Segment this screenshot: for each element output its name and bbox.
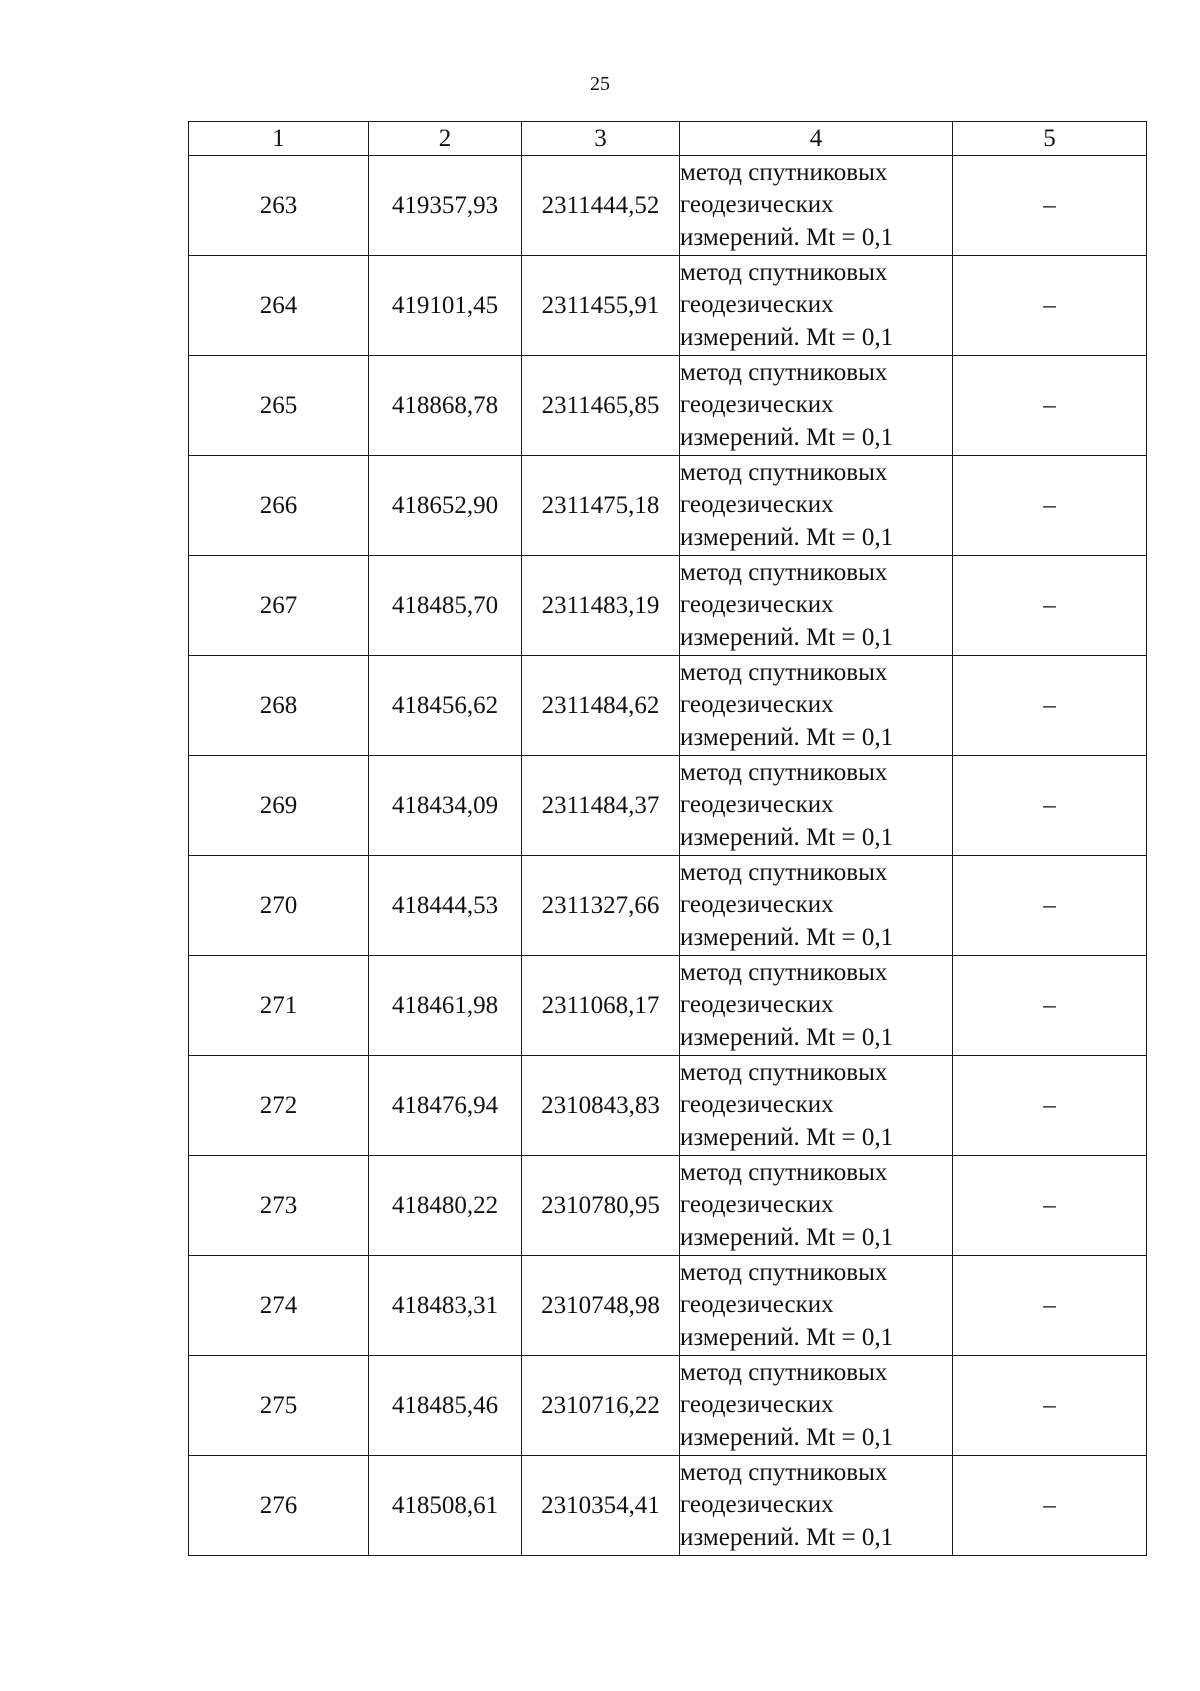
method-line: геодезических — [680, 191, 834, 219]
method-line: метод спутниковых — [680, 358, 888, 386]
note: – — [953, 556, 1147, 656]
method-line: геодезических — [680, 391, 834, 419]
table-row — [189, 156, 1147, 256]
coordinate-y: 2310748,98 — [522, 1256, 680, 1356]
method-line: измерений. Mt = 0,1 — [680, 823, 894, 851]
table-row — [189, 1356, 1147, 1456]
measurement-method — [680, 956, 953, 1056]
note: – — [953, 1156, 1147, 1256]
point-number: 272 — [189, 1056, 369, 1156]
measurement-method — [680, 356, 953, 456]
coordinate-y: 2311327,66 — [522, 856, 680, 956]
page-number: 25 — [590, 73, 610, 95]
method-line: метод спутниковых — [680, 1458, 888, 1486]
method-line: измерений. Mt = 0,1 — [680, 623, 894, 651]
column-header: 1 — [189, 122, 369, 156]
method-line: геодезических — [680, 491, 834, 519]
measurement-method — [680, 556, 953, 656]
method-line: метод спутниковых — [680, 258, 888, 286]
coordinate-x: 418444,53 — [369, 856, 522, 956]
method-line: измерений. Mt = 0,1 — [680, 523, 894, 551]
note: – — [953, 956, 1147, 1056]
coordinate-y: 2311483,19 — [522, 556, 680, 656]
coordinate-y: 2311484,37 — [522, 756, 680, 856]
note: – — [953, 456, 1147, 556]
point-number: 275 — [189, 1356, 369, 1456]
table-row — [189, 1156, 1147, 1256]
table-row — [189, 1256, 1147, 1356]
note: – — [953, 856, 1147, 956]
note: – — [953, 656, 1147, 756]
coordinate-x: 418485,46 — [369, 1356, 522, 1456]
coordinate-y: 2311444,52 — [522, 156, 680, 256]
column-header: 5 — [953, 122, 1147, 156]
coordinate-x: 418652,90 — [369, 456, 522, 556]
coordinates-table — [188, 121, 1147, 1556]
point-number: 269 — [189, 756, 369, 856]
method-line: измерений. Mt = 0,1 — [680, 1323, 894, 1351]
method-line: геодезических — [680, 791, 834, 819]
point-number: 264 — [189, 256, 369, 356]
note: – — [953, 356, 1147, 456]
point-number: 268 — [189, 656, 369, 756]
coordinate-y: 2311068,17 — [522, 956, 680, 1056]
coordinate-y: 2311455,91 — [522, 256, 680, 356]
measurement-method — [680, 1256, 953, 1356]
method-line: измерений. Mt = 0,1 — [680, 1123, 894, 1151]
method-line: измерений. Mt = 0,1 — [680, 1523, 894, 1551]
coordinate-y: 2310780,95 — [522, 1156, 680, 1256]
point-number: 276 — [189, 1456, 369, 1556]
method-line: геодезических — [680, 291, 834, 319]
note: – — [953, 156, 1147, 256]
note: – — [953, 256, 1147, 356]
method-line: метод спутниковых — [680, 1158, 888, 1186]
coordinate-x: 419101,45 — [369, 256, 522, 356]
point-number: 273 — [189, 1156, 369, 1256]
table-row — [189, 656, 1147, 756]
method-line: метод спутниковых — [680, 858, 888, 886]
method-line: геодезических — [680, 1491, 834, 1519]
point-number: 274 — [189, 1256, 369, 1356]
method-line: измерений. Mt = 0,1 — [680, 923, 894, 951]
table-row — [189, 456, 1147, 556]
coordinate-x: 418508,61 — [369, 1456, 522, 1556]
measurement-method — [680, 1156, 953, 1256]
column-header: 2 — [369, 122, 522, 156]
method-line: метод спутниковых — [680, 158, 888, 186]
table-row — [189, 1456, 1147, 1556]
method-line: измерений. Mt = 0,1 — [680, 1423, 894, 1451]
note: – — [953, 1356, 1147, 1456]
measurement-method — [680, 256, 953, 356]
coordinate-x: 418476,94 — [369, 1056, 522, 1156]
coordinate-x: 419357,93 — [369, 156, 522, 256]
measurement-method — [680, 1456, 953, 1556]
table-header-row — [189, 122, 1147, 156]
method-line: геодезических — [680, 691, 834, 719]
coordinate-y: 2311465,85 — [522, 356, 680, 456]
method-line: геодезических — [680, 1291, 834, 1319]
method-line: метод спутниковых — [680, 1258, 888, 1286]
column-header: 4 — [680, 122, 953, 156]
coordinate-x: 418434,09 — [369, 756, 522, 856]
method-line: измерений. Mt = 0,1 — [680, 723, 894, 751]
method-line: метод спутниковых — [680, 658, 888, 686]
point-number: 263 — [189, 156, 369, 256]
note: – — [953, 756, 1147, 856]
method-line: измерений. Mt = 0,1 — [680, 1223, 894, 1251]
coordinate-x: 418483,31 — [369, 1256, 522, 1356]
method-line: геодезических — [680, 991, 834, 1019]
point-number: 270 — [189, 856, 369, 956]
method-line: геодезических — [680, 1191, 834, 1219]
coordinate-x: 418485,70 — [369, 556, 522, 656]
column-header: 3 — [522, 122, 680, 156]
method-line: геодезических — [680, 591, 834, 619]
coordinate-y: 2311475,18 — [522, 456, 680, 556]
method-line: измерений. Mt = 0,1 — [680, 1023, 894, 1051]
method-line: метод спутниковых — [680, 458, 888, 486]
note: – — [953, 1256, 1147, 1356]
table-row — [189, 356, 1147, 456]
method-line: измерений. Mt = 0,1 — [680, 423, 894, 451]
coordinate-x: 418461,98 — [369, 956, 522, 1056]
coordinate-y: 2311484,62 — [522, 656, 680, 756]
coordinate-y: 2310843,83 — [522, 1056, 680, 1156]
measurement-method — [680, 456, 953, 556]
method-line: измерений. Mt = 0,1 — [680, 223, 894, 251]
method-line: метод спутниковых — [680, 558, 888, 586]
point-number: 265 — [189, 356, 369, 456]
coordinate-x: 418480,22 — [369, 1156, 522, 1256]
note: – — [953, 1056, 1147, 1156]
coordinate-x: 418456,62 — [369, 656, 522, 756]
table-body — [189, 156, 1147, 1556]
measurement-method — [680, 856, 953, 956]
coordinate-y: 2310354,41 — [522, 1456, 680, 1556]
method-line: метод спутниковых — [680, 1358, 888, 1386]
method-line: измерений. Mt = 0,1 — [680, 323, 894, 351]
table-row — [189, 556, 1147, 656]
measurement-method — [680, 656, 953, 756]
method-line: геодезических — [680, 1391, 834, 1419]
table-row — [189, 1056, 1147, 1156]
table-row — [189, 756, 1147, 856]
method-line: геодезических — [680, 891, 834, 919]
point-number: 271 — [189, 956, 369, 1056]
measurement-method — [680, 156, 953, 256]
point-number: 266 — [189, 456, 369, 556]
measurement-method — [680, 1056, 953, 1156]
note: – — [953, 1456, 1147, 1556]
table-row — [189, 856, 1147, 956]
method-line: метод спутниковых — [680, 958, 888, 986]
coordinate-y: 2310716,22 — [522, 1356, 680, 1456]
coordinate-x: 418868,78 — [369, 356, 522, 456]
measurement-method — [680, 1356, 953, 1456]
point-number: 267 — [189, 556, 369, 656]
method-line: метод спутниковых — [680, 1058, 888, 1086]
measurement-method — [680, 756, 953, 856]
table-row — [189, 956, 1147, 1056]
method-line: метод спутниковых — [680, 758, 888, 786]
method-line: геодезических — [680, 1091, 834, 1119]
table-row — [189, 256, 1147, 356]
